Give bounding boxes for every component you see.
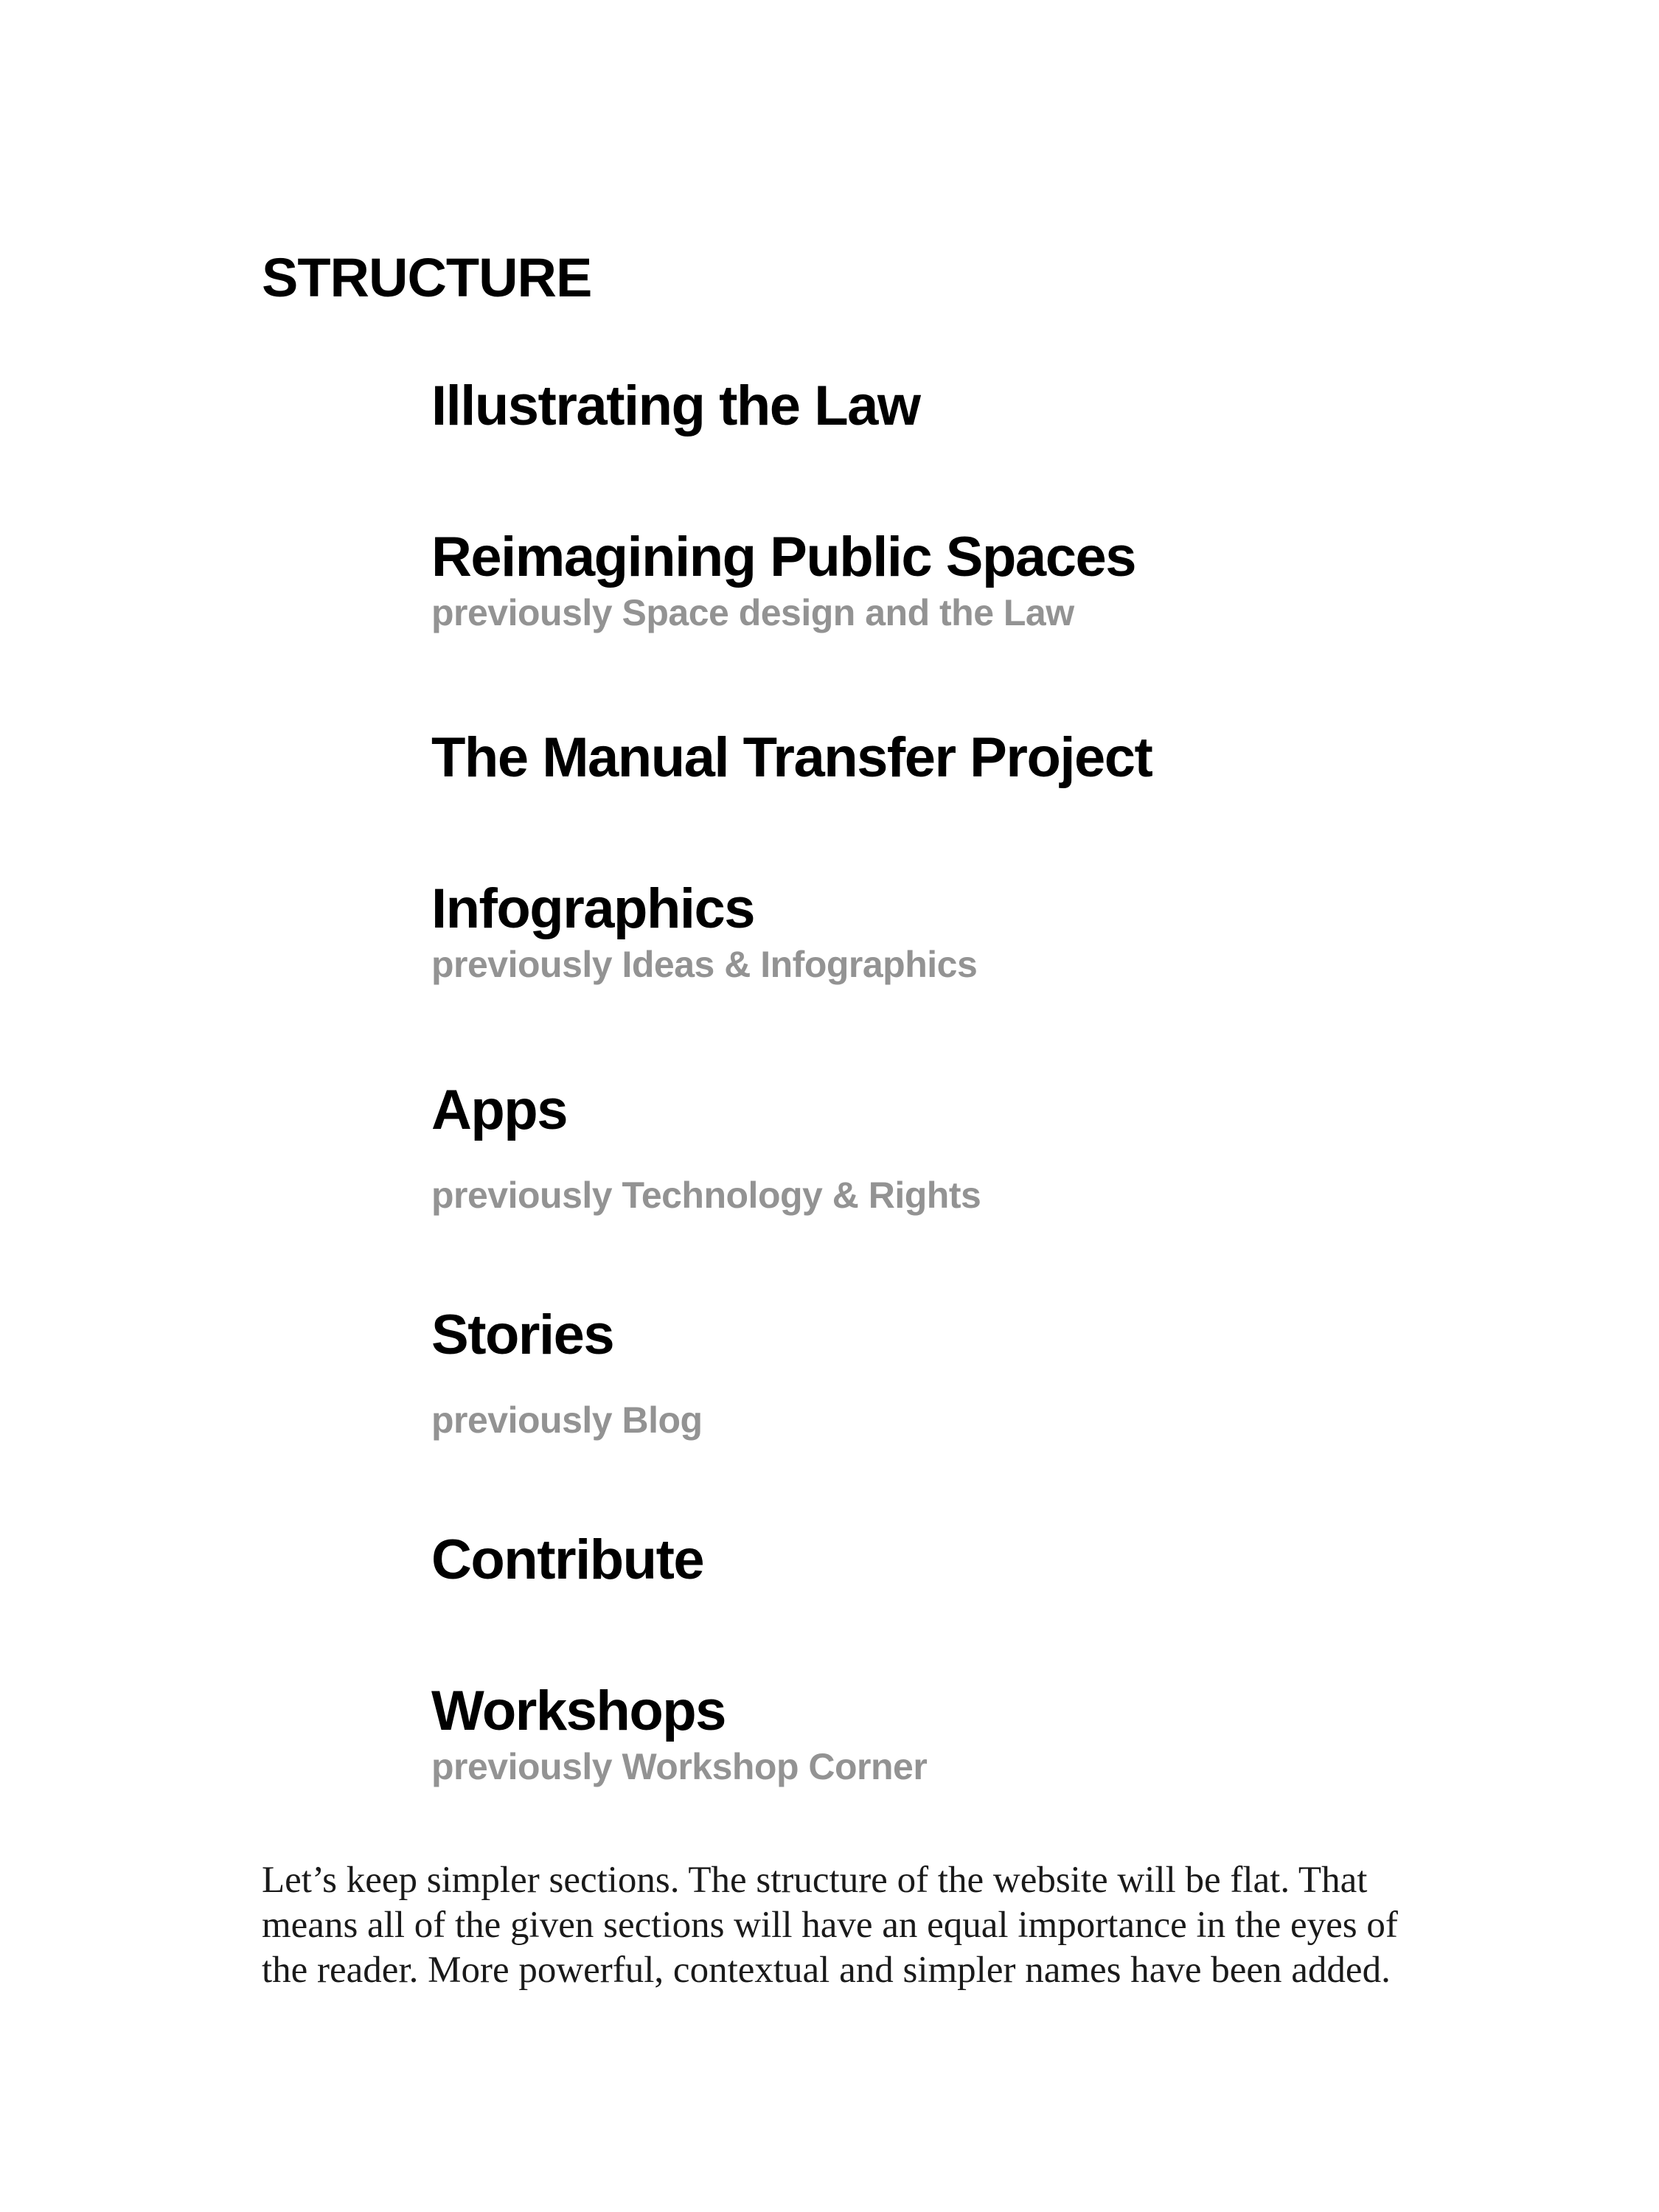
section-title: Apps xyxy=(431,1079,567,1141)
section-apps xyxy=(431,1079,981,1216)
section-stories xyxy=(431,1304,703,1441)
section-title: Infographics xyxy=(431,877,755,940)
page-heading: STRUCTURE xyxy=(262,247,592,308)
section-illustrating-the-law xyxy=(431,375,920,437)
section-title: Workshops xyxy=(431,1680,726,1742)
summary-paragraph: Let’s keep simpler sections. The structure of the website will be flat. That means all of the given sections will have an equal importance in the eyes of the reader. More powerful, contextual and simpler names have been added. xyxy=(262,1860,1398,1991)
section-title: The Manual Transfer Project xyxy=(431,726,1152,789)
section-workshops xyxy=(431,1680,928,1787)
section-title: Illustrating the Law xyxy=(431,375,920,437)
section-title: Contribute xyxy=(431,1528,704,1591)
section-manual-transfer-project xyxy=(431,726,1152,789)
section-title: Stories xyxy=(431,1304,614,1366)
section-previous-name: previously Ideas & Infographics xyxy=(431,944,978,985)
section-previous-name: previously Blog xyxy=(431,1399,703,1441)
section-previous-name: previously Technology & Rights xyxy=(431,1175,981,1216)
section-infographics xyxy=(431,877,978,985)
section-contribute xyxy=(431,1528,704,1591)
section-previous-name: previously Workshop Corner xyxy=(431,1746,928,1787)
section-previous-name: previously Space design and the Law xyxy=(431,592,1074,633)
section-title: Reimagining Public Spaces xyxy=(431,526,1135,588)
section-reimagining-public-spaces xyxy=(431,526,1135,633)
